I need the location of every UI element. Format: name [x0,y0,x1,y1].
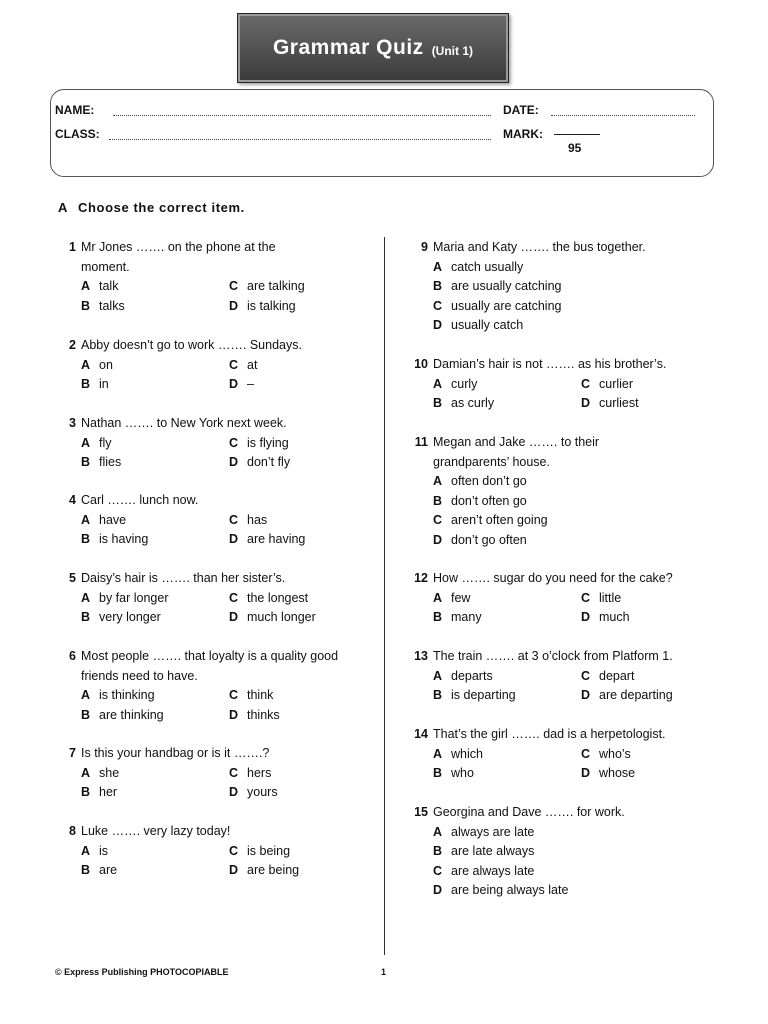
question-number: 12 [414,571,428,585]
option-text: fly [99,435,112,450]
option-letter: C [229,279,239,293]
option-4-b[interactable] [81,530,148,550]
name-label: NAME: [55,103,95,117]
option-5-b[interactable] [81,608,161,628]
option-text: usually catch [451,318,524,332]
option-letter: C [229,357,239,372]
option-text: who’s [599,746,631,761]
option-text: are departing [599,688,673,702]
option-letter: D [581,766,591,780]
question-number: 6 [69,649,76,663]
option-text: is having [99,532,149,546]
option-text: catch usually [451,259,524,274]
question-text: Maria and Katy ……. the bus together. [433,240,646,254]
option-15-a[interactable] [433,823,534,843]
option-15-c[interactable] [433,862,534,882]
section-instruction: Choose the correct item. [78,200,245,215]
question-number: 7 [69,746,76,760]
section-letter: A [58,200,68,215]
option-letter: B [81,532,91,546]
option-letter: D [229,298,239,313]
date-field[interactable] [551,115,695,116]
class-label: CLASS: [55,127,100,141]
option-10-d[interactable] [581,394,639,414]
option-text: are thinking [99,707,164,722]
question-text: Is this your handbag or is it …….? [81,746,270,760]
option-4-a[interactable] [81,511,126,531]
option-text: think [247,688,274,702]
option-text: in [99,377,109,391]
option-text: few [451,590,471,605]
option-text: don’t fly [247,455,291,469]
option-text: talk [99,279,119,293]
option-text: the longest [247,590,309,605]
option-letter: B [81,455,91,469]
student-info-box [50,89,714,177]
option-11-b[interactable] [433,492,527,512]
option-text: departs [451,668,493,683]
option-6-a[interactable] [81,686,155,706]
option-letter: A [433,376,443,391]
option-text: which [451,746,483,761]
option-letter: A [81,435,91,450]
option-2-c[interactable] [229,356,257,376]
question-number: 10 [414,357,428,371]
option-9-c[interactable] [433,297,561,317]
option-7-b[interactable] [81,783,117,803]
option-letter: D [229,455,239,469]
option-letter: A [433,668,443,683]
question-number: 15 [414,805,428,819]
option-text: are late always [451,844,535,858]
option-6-d[interactable] [229,706,280,726]
option-letter: D [581,688,591,702]
option-letter: A [433,746,443,761]
mark-label: MARK: [503,127,543,141]
option-letter: B [433,493,443,508]
option-letter: C [433,298,443,313]
option-12-d[interactable] [581,608,630,628]
option-letter: D [581,396,591,410]
option-13-a[interactable] [433,667,493,687]
mark-total: 95 [568,141,582,155]
option-6-b[interactable] [81,706,164,726]
question-number: 11 [414,435,428,449]
question-text: Daisy’s hair is ……. than her sister’s. [81,571,286,585]
option-15-b[interactable] [433,842,534,862]
option-letter: C [229,435,239,450]
option-text: don’t often go [451,493,527,508]
option-7-c[interactable] [229,764,271,784]
option-13-c[interactable] [581,667,634,687]
option-letter: A [433,824,443,839]
option-letter: C [581,376,591,391]
option-text: is [99,843,109,858]
option-text: often don’t go [451,474,527,488]
option-letter: B [81,298,91,313]
option-3-a[interactable] [81,434,112,454]
option-letter: B [433,766,443,780]
question-text: Georgina and Dave ……. for work. [433,805,625,819]
option-letter: A [81,512,91,527]
option-text: yours [247,785,278,799]
question-text: Carl ……. lunch now. [81,493,199,507]
option-text: whose [599,766,636,780]
option-letter: B [81,707,91,722]
option-letter: D [229,377,239,391]
option-2-a[interactable] [81,356,113,376]
option-9-b[interactable] [433,277,561,297]
option-5-a[interactable] [81,589,168,609]
option-text: as curly [451,396,495,410]
question-text: Most people ……. that loyalty is a quality good friends need to have. [81,649,339,683]
option-text: thinks [247,707,280,722]
option-8-d[interactable] [229,861,299,881]
option-1-d[interactable] [229,297,296,317]
option-8-c[interactable] [229,842,290,862]
option-letter: A [433,590,443,605]
option-text: is being [247,843,291,858]
option-4-c[interactable] [229,511,267,531]
option-text: at [247,357,258,372]
question-number: 4 [69,493,76,507]
option-letter: D [229,707,239,722]
option-11-d[interactable] [433,531,527,551]
option-letter: C [581,590,591,605]
option-letter: A [81,279,91,293]
option-10-a[interactable] [433,375,477,395]
question-number: 9 [421,240,428,254]
option-letter: A [433,259,443,274]
option-12-c[interactable] [581,589,621,609]
footer-copyright: © Express Publishing PHOTOCOPIABLE [55,967,229,977]
option-text: much [599,610,630,624]
option-text: are talking [247,279,305,293]
option-letter: B [81,377,91,391]
option-1-c[interactable] [229,277,305,297]
option-letter: B [433,279,443,293]
option-letter: D [433,532,443,547]
question-text: Abby doesn’t go to work ……. Sundays. [81,338,302,352]
option-5-c[interactable] [229,589,308,609]
option-text: always are late [451,824,535,839]
name-field[interactable] [113,115,491,116]
question-number: 5 [69,571,76,585]
option-text: depart [599,668,635,683]
option-text: is thinking [99,688,155,702]
option-letter: A [81,357,91,372]
option-1-a[interactable] [81,277,118,297]
option-3-d[interactable] [229,453,290,473]
page-number: 1 [381,967,387,977]
option-text: curlier [599,376,634,391]
option-8-a[interactable] [81,842,108,862]
option-10-b[interactable] [433,394,494,414]
option-letter: D [581,610,591,624]
option-letter: C [229,843,239,858]
option-text: talks [99,298,125,313]
option-13-b[interactable] [433,686,516,706]
option-text: very longer [99,610,161,624]
option-text: have [99,512,127,527]
option-text: is departing [451,688,516,702]
option-letter: B [81,863,91,877]
question-text: The train ……. at 3 o’clock from Platform 1. [433,649,673,663]
option-letter: C [229,590,239,605]
option-text: hers [247,765,272,780]
option-11-c[interactable] [433,511,548,531]
option-letter: A [81,590,91,605]
option-text: curliest [599,396,639,410]
option-letter: D [229,532,239,546]
option-letter: B [433,610,443,624]
option-text: are being [247,863,300,877]
quiz-title: Grammar Quiz [272,36,424,59]
option-4-d[interactable] [229,530,305,550]
option-letter: A [81,765,91,780]
option-letter: D [229,785,239,799]
option-letter: C [229,765,239,780]
option-9-d[interactable] [433,316,523,336]
date-label: DATE: [503,103,539,117]
option-text: are always late [451,863,535,878]
option-text: by far longer [99,590,169,605]
option-14-a[interactable] [433,745,483,765]
option-text: don’t go often [451,532,527,547]
option-text: her [99,785,118,799]
option-letter: B [433,396,443,410]
option-12-b[interactable] [433,608,482,628]
option-letter: B [81,610,91,624]
option-letter: D [229,610,239,624]
option-letter: D [229,863,239,877]
question-number: 14 [414,727,428,741]
option-1-b[interactable] [81,297,125,317]
option-text: aren’t often going [451,513,548,527]
option-letter: B [433,844,443,858]
option-5-d[interactable] [229,608,316,628]
column-divider [384,237,385,955]
option-letter: D [433,883,443,897]
option-letter: C [581,668,591,683]
option-14-b[interactable] [433,764,474,784]
option-letter: D [433,318,443,332]
option-text: usually are catching [451,298,562,313]
option-letter: A [81,843,91,858]
question-text: Damian’s hair is not ……. as his brother’s. [433,357,667,371]
question-number: 13 [414,649,428,663]
option-text: are usually catching [451,279,562,293]
question-number: 2 [69,338,76,352]
option-text: is flying [247,435,289,450]
option-10-c[interactable] [581,375,633,395]
option-text: she [99,765,120,780]
question-number: 1 [69,240,76,254]
option-text: little [599,590,622,605]
option-14-d[interactable] [581,764,635,784]
option-12-a[interactable] [433,589,470,609]
option-3-b[interactable] [81,453,121,473]
option-letter: C [581,746,591,761]
question-text: That’s the girl ……. dad is a herpetologist. [433,727,666,741]
option-7-d[interactable] [229,783,278,803]
option-letter: B [433,688,443,702]
question-number: 8 [69,824,76,838]
option-letter: C [433,513,443,527]
question-text: Luke ……. very lazy today! [81,824,231,838]
option-text: curly [451,376,478,391]
option-14-c[interactable] [581,745,631,765]
option-2-d[interactable] [229,375,254,395]
option-text: many [451,610,482,624]
quiz-unit: (Unit 1) [431,44,474,58]
question-text: Nathan ……. to New York next week. [81,416,287,430]
option-text: has [247,512,268,527]
option-letter: B [81,785,91,799]
option-letter: A [433,474,443,488]
class-field[interactable] [109,139,491,140]
mark-field[interactable] [554,134,600,135]
section-heading [58,200,245,215]
option-text: – [247,377,254,391]
quiz-title-box [237,13,509,83]
option-text: much longer [247,610,316,624]
option-8-b[interactable] [81,861,117,881]
option-3-c[interactable] [229,434,289,454]
option-6-c[interactable] [229,686,273,706]
option-15-d[interactable] [433,881,568,901]
option-text: are [99,863,118,877]
option-11-a[interactable] [433,472,527,492]
option-text: on [99,357,113,372]
option-letter: C [433,863,443,878]
option-text: who [451,766,474,780]
question-text: How ……. sugar do you need for the cake? [433,571,673,585]
option-text: are being always late [451,883,569,897]
option-7-a[interactable] [81,764,119,784]
question-text: Megan and Jake ……. to their grandparents’ house. [433,435,600,469]
option-letter: C [229,688,239,702]
option-13-d[interactable] [581,686,673,706]
option-9-a[interactable] [433,258,523,278]
option-letter: C [229,512,239,527]
option-text: are having [247,532,306,546]
option-2-b[interactable] [81,375,109,395]
option-text: flies [99,455,122,469]
option-text: is talking [247,298,296,313]
question-number: 3 [69,416,76,430]
option-letter: A [81,688,91,702]
question-text: Mr Jones ……. on the phone at the moment. [81,240,276,274]
